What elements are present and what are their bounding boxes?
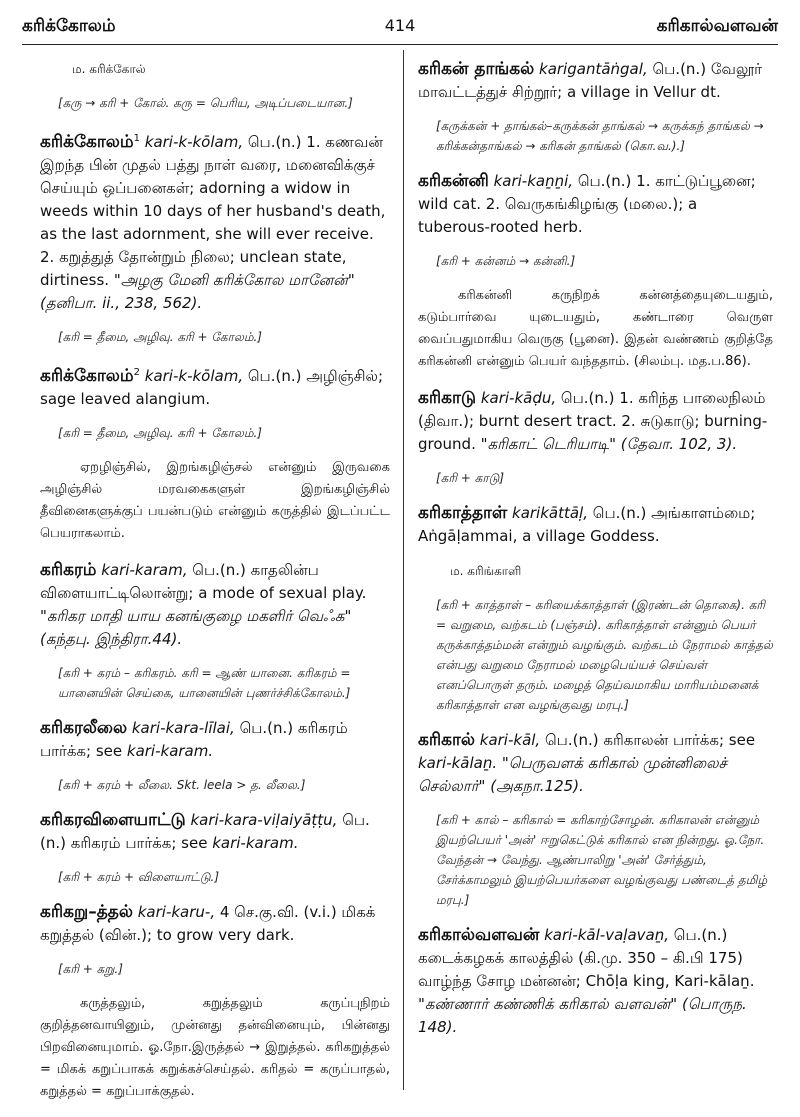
column-divider (403, 50, 404, 1090)
headword: கரிகன் தாங்கல் (418, 59, 535, 79)
headword: கரிகாத்தாள் (418, 503, 508, 523)
citation: "கண்ணார் கண்ணிக் கரிகால் வளவன்" (பொருந. 148). (418, 995, 747, 1036)
transliteration: kari-k-kōlam, (144, 133, 244, 151)
transliteration: kari-karu-, (137, 903, 216, 921)
header-left-guideword: கரிக்கோலம் (22, 16, 116, 36)
etymology: [கரி + கரம் – கரிகரம். கரி = ஆண் யானை. கரிகரம் = யானையின் செய்கை, யானையின் புணர்ச்சிக்கோலம்.] (58, 666, 351, 700)
transliteration: kari-kāl, (479, 731, 541, 749)
etymology: [கரி = தீமை, அழிவு. கரி + கோலம்.] (58, 426, 262, 440)
transliteration: kari-kaṉṉi, (493, 172, 574, 190)
definition: பெ.(n.) 1. கரிந்த பாலைநிலம் (திவா.); burnt desert tract. 2. சுடுகாடு; burning-ground. (418, 389, 768, 453)
etymology: [கரி + கரம் + லீலை. Skt. leela > த. லீலை.] (58, 778, 306, 792)
citation: "பெருவளக் கரிகால் முன்னிலைச் செல்லார்" (அகநா.125). (418, 754, 727, 795)
dictionary-entry (40, 717, 390, 763)
etymology: [கரி + காடு] (436, 471, 505, 485)
headword: கரிகன்னி (418, 171, 489, 191)
etymology: [கரி + கரம் + விளையாட்டு.] (58, 870, 220, 884)
etymology: [கரி + கன்னம் → கன்னி.] (436, 254, 576, 268)
transliteration: kari-kāl-vaḷavaṉ, (544, 926, 669, 944)
definition: பெ.(n.) கரிகரம் பார்க்க; see (40, 811, 370, 852)
cognate-note: ம. கரிக்கோல் (72, 62, 146, 76)
cross-reference: kari-kālaṉ. (418, 754, 498, 772)
transliteration: karigantāṅgal, (539, 60, 648, 78)
citation: "அழகு மேனி கரிக்கோல மானேன்" (தனிபா. ii., 238, 562). (40, 271, 355, 312)
page-number: 414 (384, 16, 416, 35)
transliteration: kari-k-kōlam, (144, 367, 244, 385)
etymology: [கரி + கறு.] (58, 962, 123, 976)
homonym-number: 2 (133, 367, 140, 378)
etymology: [கரி + காத்தாள் – கரியைக்காத்தாள் (இரண்டன் தொகை). கரி = வறுமை, வற்கடம் (பஞ்சம்). கரிகாத்தாள் என்னும் பெயர் கருக்காத்தம்மன் என்றும் வழங்கும். வற்கடம் நேராமல் காத்தல் என்பது வறுமை நேராமல் மழைபெய்யச் செய்வள் எனப்பொருள் தரும். மழைத் தெய்வமாகிய மாரியம்மனைக் கரிகாத்தாள் என வழங்குவது மரபு.] (436, 598, 773, 712)
cross-reference: kari-karam. (212, 834, 299, 852)
headword: கரிகால் (418, 730, 475, 750)
transliteration: kari-kara-līlai, (131, 719, 235, 737)
headword: கரிகால்வளவன் (418, 925, 540, 945)
dictionary-entry (40, 127, 390, 315)
header-right-guideword: கரிகால்வளவன் (656, 16, 778, 36)
dictionary-entry (418, 729, 773, 798)
transliteration: kari-karam, (101, 561, 188, 579)
transliteration: karikāttāḷ, (512, 504, 588, 522)
citation: "கரிகர மாதி யாய கனங்குழை மகளிர் வெஃக" (கந்தபு. இந்திரா.44). (40, 607, 352, 648)
etymology: [கருக்கன் + தாங்கல்–கருக்கன் தாங்கல் → கருக்கந் தாங்கல் → கரிக்கன்தாங்கல் → கரிகன் தாங்கல் (கொ.வ.).] (436, 119, 764, 153)
etymology: [கரி + கால் – கரிகால் = கரிகாற்சோழன். கரிகாலன் என்னும் இயற்பெயர் 'அன்' ஈறுகெட்டுக் கரிகால் என நின்றது. ஓ.நோ. வேந்தன் → வேந்து. ஆண்பாலிறு 'அன்' சேர்த்தும், சேர்க்காமலும் இயற்பெயர்களை வழங்குவது பண்டைத் தமிழ் மரபு.] (436, 813, 768, 907)
etymology: [கரு → கரி + கோல். கரு = பெரிய, அடிப்படையான.] (58, 96, 353, 110)
dictionary-entry (40, 559, 390, 651)
headword: கரிகரலீலை (40, 718, 128, 738)
definition: 4 செ.கு.வி. (v.i.) மிகக் கறுத்தல் (வின்.); to grow very dark. (40, 903, 376, 944)
explanatory-note: கருத்தலும், கறுத்தலும் கருப்புநிறம் குறித்தனவாயினும், முன்னது தன்வினையும், பின்னது பிறவினையுமாம். ஓ.நோ.இருத்தல் → இறுத்தல். கரிகறுத்தல் = மிகக் கறுப்பாகக் கறுக்கச்செய்தல். கரிதல் = கருப்பாதல், கறுத்தல் = கறுப்பாக்குதல். (40, 996, 390, 1099)
definition: பெ.(n.) கரிகாலன் பார்க்க; see (545, 731, 756, 749)
definition: பெ.(n.) காதலின்ப விளையாட்டிலொன்று; a mode of sexual play. (40, 561, 367, 602)
headword: கரிகறு–த்தல் (40, 902, 133, 922)
dictionary-entry (40, 361, 390, 411)
transliteration: kari-kara-viḷaiyāṭṭu, (190, 811, 338, 829)
headword: கரிக்கோலம் (40, 132, 134, 152)
dictionary-entry (40, 901, 390, 947)
explanatory-note: கரிகன்னி கருநிறக் கன்னத்தையுடையதும், கடும்பார்வை யுடையதும், கண்டாரை வெருள வைப்பதுமாகிய வெருகு (பூனை). இதன் வண்ணம் குறித்தே கரிகன்னி என்னும் பெயர் வந்ததாம். (சிலம்பு. மத.ப.86). (418, 288, 773, 369)
right-column (418, 58, 773, 1051)
definition: பெ.(n.) கரிகரம் பார்க்க; see (40, 719, 348, 760)
cognate-note: ம. கரிங்காளி (450, 564, 522, 578)
explanatory-note: ஏறழிஞ்சில், இறங்கழிஞ்சல் என்னும் இருவகை அழிஞ்சில் மரவகைகளுள் இறங்கழிஞ்சில் தீவினைகளுக்குப் பயன்படும் என்னும் கருத்தில் இடப்பட்ட பெயராகலாம். (40, 460, 390, 541)
dictionary-entry (40, 809, 390, 855)
dictionary-entry (418, 924, 773, 1039)
headword: கரிகரம் (40, 560, 97, 580)
definition: பெ.(n.) வேலூர் மாவட்டத்துச் சிற்றூர்; a village in Vellur dt. (418, 60, 763, 101)
definition: பெ.(n.) அழிஞ்சில்; sage leaved alangium. (40, 367, 384, 408)
definition: பெ.(n.) அங்காளம்மை; Aṅgāḷammai, a village Goddess. (418, 504, 756, 545)
dictionary-entry (418, 387, 773, 456)
citation: "கரிகாட் டெரியாடி" (தேவா. 102, 3). (480, 435, 738, 453)
headword: கரிகரவிளையாட்டு (40, 810, 186, 830)
dictionary-entry (418, 502, 773, 548)
dictionary-entry (418, 170, 773, 239)
transliteration: kari-kāḍu, (480, 389, 557, 407)
definition: பெ.(n.) 1. கணவன் இறந்த பின் முதல் பத்து நாள் வரை, மனைவிக்குச் செய்யும் ஒப்பனைகள்; adorning a widow in weeds within 10 days of her husband's death, as the last adornment, she will ever receive. 2. கறுத்துத் தோன்றும் நிலை; unclean state, dirtiness. (40, 133, 386, 289)
definition: பெ.(n.) கடைக்கழகக் காலத்தில் (கி.மு. 350 – கி.பி 175) வாழ்ந்த சோழ மன்னன்; Chōḷa king, Kari-kālaṉ. (418, 926, 755, 990)
definition: பெ.(n.) 1. காட்டுப்பூனை; wild cat. 2. வெருகங்கிழங்கு (மலை.); a tuberous-rooted herb. (418, 172, 756, 236)
etymology: [கரி = தீமை, அழிவு. கரி + கோலம்.] (58, 330, 262, 344)
cross-reference: kari-karam. (126, 742, 214, 760)
page-header (22, 14, 778, 45)
homonym-number: 1 (133, 133, 140, 144)
headword: கரிகாடு (418, 388, 477, 408)
headword: கரிக்கோலம் (40, 366, 134, 386)
left-column (40, 58, 390, 1117)
dictionary-entry (418, 58, 773, 104)
